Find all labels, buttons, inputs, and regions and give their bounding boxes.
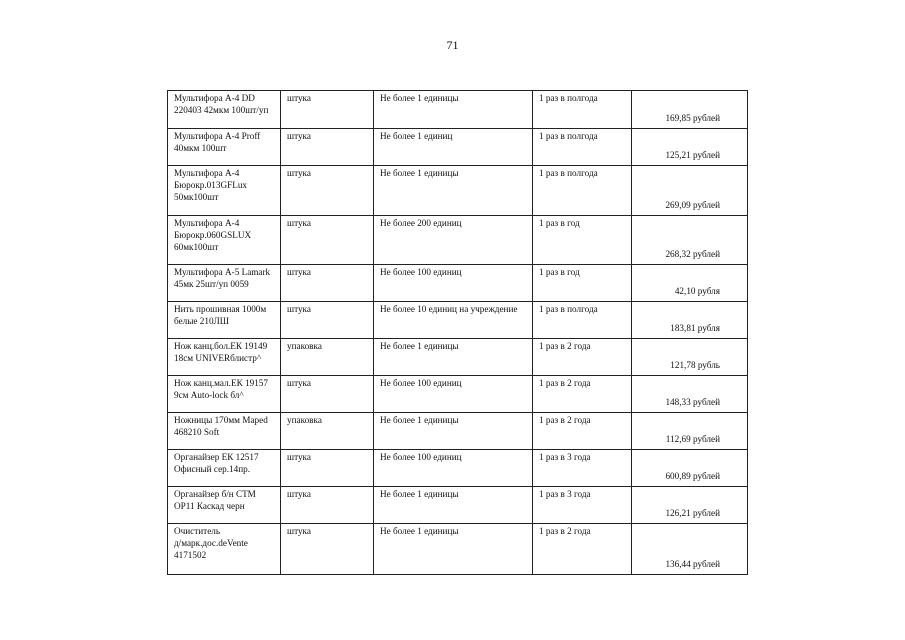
item-name-cell: [168, 91, 281, 129]
period: 1 раз в 3 года: [539, 489, 591, 499]
price-cell: [632, 413, 748, 450]
period: 1 раз в полгода: [539, 131, 598, 141]
period: 1 раз в год: [539, 218, 580, 228]
limit-cell: [374, 339, 533, 376]
limit: Не более 1 единицы: [380, 168, 459, 178]
item-name: Мультифора А-5 Lamark 45мк 25шт/уп 0059: [174, 267, 271, 290]
table-row: [168, 265, 748, 302]
limit-cell: [374, 166, 533, 216]
price-cell: [632, 376, 748, 413]
period-cell: [533, 339, 632, 376]
price: 269,09 рублей: [665, 199, 720, 210]
period: 1 раз в полгода: [539, 93, 598, 103]
limit: Не более 100 единиц: [380, 378, 462, 388]
limit-cell: [374, 265, 533, 302]
unit-cell: [281, 216, 374, 265]
price-cell: [632, 265, 748, 302]
item-name: Мультифора А-4 Бюрокр.013GFLux 50мк100шт: [174, 168, 248, 203]
unit-cell: [281, 265, 374, 302]
unit: штука: [287, 452, 311, 462]
unit-cell: [281, 129, 374, 166]
unit-cell: [281, 302, 374, 339]
unit-cell: [281, 487, 374, 524]
table-row: [168, 450, 748, 487]
price: 268,32 рублей: [665, 248, 720, 259]
price: 148,33 рублей: [665, 396, 720, 407]
period-cell: [533, 302, 632, 339]
table-row: [168, 166, 748, 216]
period-cell: [533, 450, 632, 487]
item-name-cell: [168, 339, 281, 376]
unit: упаковка: [287, 341, 322, 351]
item-name-cell: [168, 129, 281, 166]
unit: штука: [287, 378, 311, 388]
unit-cell: [281, 413, 374, 450]
price-cell: [632, 524, 748, 575]
item-name-cell: [168, 413, 281, 450]
period: 1 раз в 2 года: [539, 341, 591, 351]
limit: Не более 1 единицы: [380, 489, 459, 499]
period-cell: [533, 524, 632, 575]
unit-cell: [281, 376, 374, 413]
price-cell: [632, 91, 748, 129]
price-cell: [632, 166, 748, 216]
limit: Не более 10 единиц на учреждение: [380, 304, 518, 314]
table-row: [168, 376, 748, 413]
price: 136,44 рублей: [665, 558, 720, 569]
period-cell: [533, 129, 632, 166]
item-name: Очиститель д/марк.дос.deVente 4171502: [174, 526, 248, 561]
limit: Не более 1 единицы: [380, 415, 459, 425]
limit-cell: [374, 302, 533, 339]
price: 126,21 рублей: [665, 507, 720, 518]
price: 600,89 рублей: [665, 470, 720, 481]
item-name-cell: [168, 487, 281, 524]
limit: Не более 1 единиц: [380, 131, 453, 141]
period: 1 раз в год: [539, 267, 580, 277]
unit: штука: [287, 526, 311, 536]
price-cell: [632, 487, 748, 524]
price: 183,81 рубля: [670, 322, 720, 333]
limit-cell: [374, 91, 533, 129]
price-cell: [632, 450, 748, 487]
item-name-cell: [168, 524, 281, 575]
period-cell: [533, 376, 632, 413]
period: 1 раз в 2 года: [539, 526, 591, 536]
price: 169,85 рублей: [665, 112, 720, 123]
item-name: Нить прошивная 1000м белые 210ЛШ: [174, 304, 267, 327]
price: 125,21 рублей: [665, 149, 720, 160]
limit-cell: [374, 413, 533, 450]
unit: штука: [287, 304, 311, 314]
unit: штука: [287, 218, 311, 228]
limit-cell: [374, 450, 533, 487]
table-row: [168, 129, 748, 166]
period-cell: [533, 216, 632, 265]
table-row: [168, 524, 748, 575]
page-number: 71: [446, 38, 459, 52]
item-name-cell: [168, 450, 281, 487]
limit: Не более 100 единиц: [380, 267, 462, 277]
items-table-body: [168, 91, 748, 575]
unit: упаковка: [287, 415, 322, 425]
price: 42,10 рубля: [674, 285, 720, 296]
limit-cell: [374, 376, 533, 413]
item-name-cell: [168, 302, 281, 339]
price: 112,69 рублей: [665, 433, 720, 444]
unit-cell: [281, 166, 374, 216]
period: 1 раз в полгода: [539, 304, 598, 314]
limit-cell: [374, 487, 533, 524]
period-cell: [533, 265, 632, 302]
unit-cell: [281, 91, 374, 129]
period-cell: [533, 91, 632, 129]
price: 121,78 рубль: [670, 359, 720, 370]
unit: штука: [287, 131, 311, 141]
table-row: [168, 216, 748, 265]
limit: Не более 100 единиц: [380, 452, 462, 462]
item-name: Органайзер ЕК 12517 Офисный сер.14пр.: [174, 452, 259, 475]
item-name: Органайзер б/н СТМ ОР11 Каскад черн: [174, 489, 256, 512]
item-name: Нож канц.мал.ЕК 19157 9см Auto-lock бл^: [174, 378, 268, 401]
unit: штука: [287, 168, 311, 178]
unit-cell: [281, 524, 374, 575]
item-name: Ножницы 170мм Maped 468210 Soft: [174, 415, 268, 438]
limit: Не более 1 единицы: [380, 526, 459, 536]
price-cell: [632, 129, 748, 166]
table-row: [168, 339, 748, 376]
limit: Не более 1 единицы: [380, 93, 459, 103]
period: 1 раз в 2 года: [539, 415, 591, 425]
price-cell: [632, 339, 748, 376]
table-row: [168, 302, 748, 339]
unit-cell: [281, 450, 374, 487]
period: 1 раз в 3 года: [539, 452, 591, 462]
item-name: Мультифора А-4 Proff 40мкм 100шт: [174, 131, 261, 154]
price-cell: [632, 302, 748, 339]
unit: штука: [287, 93, 311, 103]
item-name-cell: [168, 216, 281, 265]
period-cell: [533, 413, 632, 450]
table-row: [168, 413, 748, 450]
limit-cell: [374, 524, 533, 575]
items-table: [167, 90, 748, 575]
period-cell: [533, 487, 632, 524]
item-name: Мультифора А-4 DD 220403 42мкм 100шт/уп: [174, 93, 269, 116]
limit: Не более 1 единицы: [380, 341, 459, 351]
limit: Не более 200 единиц: [380, 218, 462, 228]
limit-cell: [374, 129, 533, 166]
limit-cell: [374, 216, 533, 265]
unit: штука: [287, 267, 311, 277]
item-name: Мультифора А-4 Бюрокр.060GSLUX 60мк100шт: [174, 218, 252, 253]
period-cell: [533, 166, 632, 216]
period: 1 раз в 2 года: [539, 378, 591, 388]
unit: штука: [287, 489, 311, 499]
item-name-cell: [168, 166, 281, 216]
item-name: Нож канц.бол.ЕК 19149 18см UNIVERблистр^: [174, 341, 268, 364]
price-cell: [632, 216, 748, 265]
item-name-cell: [168, 376, 281, 413]
table-row: [168, 487, 748, 524]
period: 1 раз в полгода: [539, 168, 598, 178]
item-name-cell: [168, 265, 281, 302]
unit-cell: [281, 339, 374, 376]
table-row: [168, 91, 748, 129]
